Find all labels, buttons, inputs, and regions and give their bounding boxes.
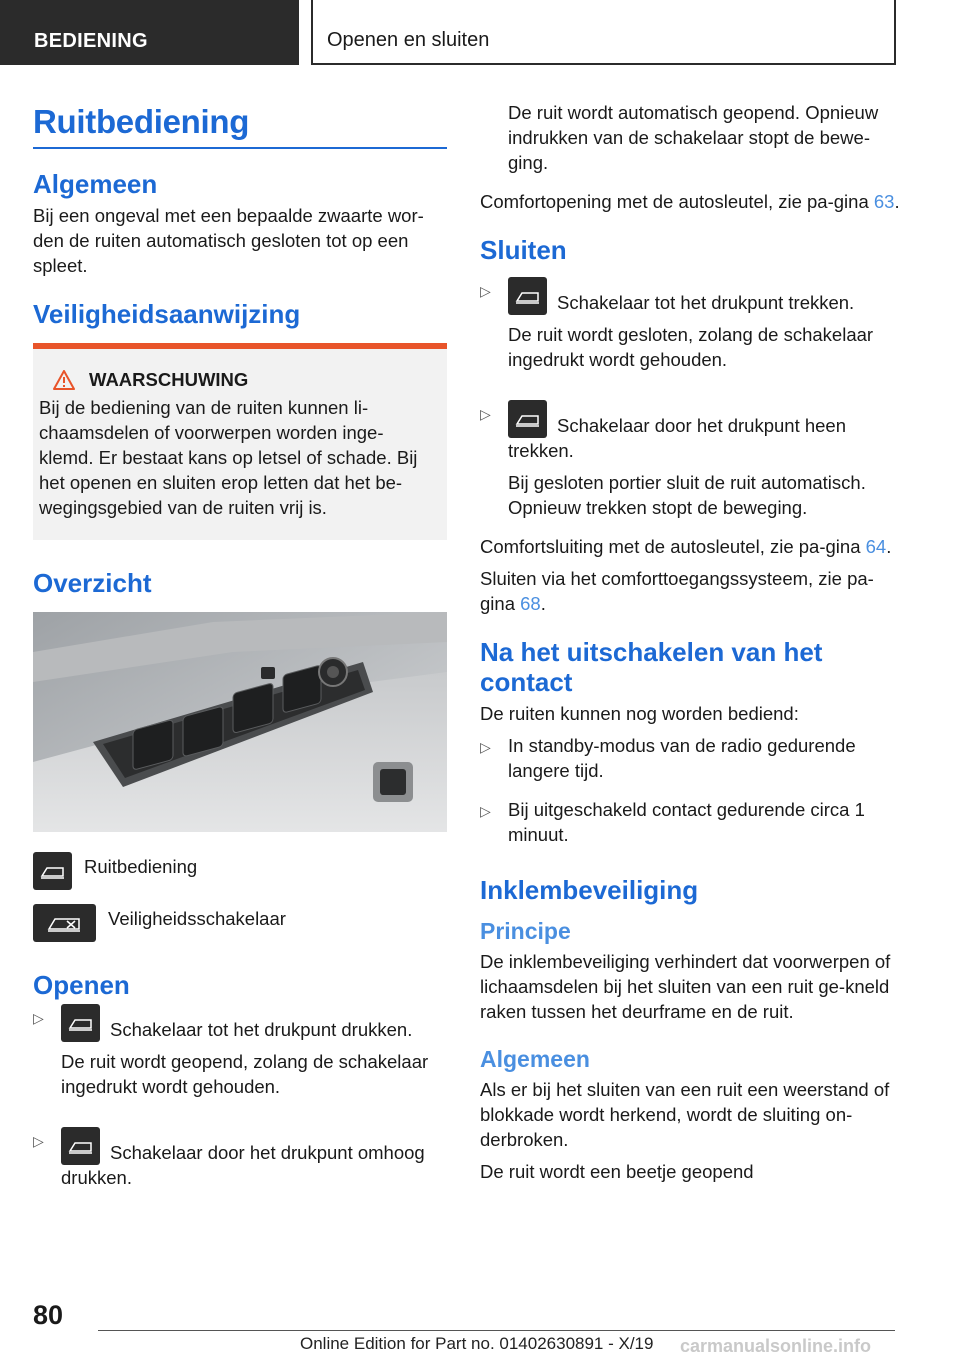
heading-algemeen-2: Algemeen	[480, 1046, 590, 1072]
door-panel-switches-photo	[33, 612, 447, 832]
warning-text: Bij de bediening van de ruiten kunnen li-chaamsdelen of voorwerpen worden inge-klemd. Er bestaat kans op letsel of schade. Bij het openen en sluiten erop letten dat het be-wegingsgebied van de ruiten vrij is.	[39, 397, 418, 518]
page-number: 80	[33, 1300, 64, 1330]
legend-item-window-control	[33, 852, 447, 890]
window-switch-icon	[508, 277, 547, 315]
comfort-access-text: Sluiten via het comforttoegangssysteem, zie pa-gina	[480, 568, 874, 614]
close-step-1: Schakelaar tot het drukpunt trekken.	[557, 292, 855, 313]
left-column	[33, 100, 447, 1204]
close-step-2-detail: Bij gesloten portier sluit de ruit automatisch. Opnieuw trekken stopt de beweging.	[508, 472, 866, 518]
comfort-close-text: Comfortsluiting met de autosleutel, zie pa-gina	[480, 536, 861, 557]
warning-triangle-icon	[53, 370, 75, 390]
list-item	[33, 1127, 447, 1197]
heading-open: Openen	[33, 970, 130, 1000]
window-switch-icon	[508, 400, 547, 438]
algemeen-text: Bij een ongeval met een bepaalde zwaarte wor-den de ruiten automatisch gesloten tot op een spleet.	[33, 205, 424, 276]
bullet-triangle-icon: ▷	[33, 1133, 44, 1149]
list-item	[33, 1004, 447, 1106]
close-step-2: Schakelaar door het drukpunt heen trekken.	[508, 415, 847, 461]
open-step-2-detail: De ruit wordt automatisch geopend. Opnieuw indrukken van de schakelaar stopt de bewe-ging.	[508, 102, 879, 173]
chapter-title: Openen en sluiten	[327, 29, 490, 51]
heading-close: Sluiten	[480, 235, 567, 265]
heading-pinch-protection: Inklembeveiliging	[480, 875, 699, 905]
legend-item-safety-switch	[33, 904, 447, 942]
chapter-tab	[311, 0, 896, 65]
open-step-2: Schakelaar door het drukpunt omhoog drukken.	[61, 1142, 425, 1188]
heading-algemeen: Algemeen	[33, 169, 158, 199]
open-step-1: Schakelaar tot het drukpunt drukken.	[110, 1019, 413, 1040]
page-link-68[interactable]: 68	[520, 593, 541, 614]
section-title: BEDIENING	[34, 30, 148, 52]
comfort-open-text: Comfortopening met de autosleutel, zie pa-gina	[480, 191, 869, 212]
heading-overview: Overzicht	[33, 568, 152, 598]
list-item	[480, 277, 900, 379]
after-ignition-item-2: Bij uitgeschakeld contact gedurende circa 1 minuut.	[508, 799, 865, 845]
algemeen-2-text-2: De ruit wordt een beetje geopend	[480, 1161, 754, 1182]
footer-edition: Online Edition for Part no. 01402630891 - X/19	[300, 1334, 654, 1353]
list-item	[480, 797, 900, 854]
after-ignition-text: De ruiten kunnen nog worden bediend:	[480, 703, 799, 724]
open-step-1-detail: De ruit wordt geopend, zolang de schakelaar ingedrukt wordt gehouden.	[61, 1051, 429, 1097]
footer-divider	[98, 1330, 895, 1331]
bullet-triangle-icon: ▷	[480, 283, 491, 299]
list-item	[480, 400, 900, 527]
window-switch-icon	[33, 852, 72, 890]
legend-label-window-control: Ruitbediening	[84, 856, 198, 877]
window-switch-icon	[61, 1127, 100, 1165]
page-title: Ruitbediening	[33, 100, 447, 149]
window-switch-icon	[61, 1004, 100, 1042]
warning-box	[33, 343, 447, 540]
watermark: carmanualsonline.info	[680, 1336, 872, 1356]
bullet-triangle-icon: ▷	[480, 406, 491, 422]
after-ignition-item-1: In standby-modus van de radio gedurende langere tijd.	[508, 735, 856, 781]
principe-text: De inklembeveiliging verhindert dat voorwerpen of lichaamsdelen bij het sluiten van een ruit ge-kneld raken tussen het deurframe en de ruit.	[480, 951, 891, 1022]
close-step-1-detail: De ruit wordt gesloten, zolang de schakelaar ingedrukt wordt gehouden.	[508, 324, 874, 370]
bullet-triangle-icon: ▷	[480, 803, 491, 819]
warning-title: WAARSCHUWING	[89, 369, 249, 390]
right-column: De ruit wordt automatisch geopend. Opnieuw indrukken van de schakelaar stopt de bewe-ging. Comfortopening met de autosleutel, zie pa-gina 63. Sluiten ▷ Schakelaar tot het drukpunt trekken. De ruit wordt gesloten, zolang de schakelaar ingedrukt wordt gehouden. ▷ Schakelaar door het drukpunt heen trekken. Bij gesloten portier sluit de ruit automatisch. Opnieuw trekken stopt de beweging. Comfortsluiting met de autosleutel, zie pa-gina 64. Sluiten via het comforttoegangssysteem, zie pa-gina 68. Na het uitschakelen van het contact De ruiten kunnen nog worden bediend: ▷ In standby-modus van de radio gedurende langere tijd. ▷ Bij uitgeschakeld contact gedurende circa 1 minuut. Inklembeveiliging Principe De inklembeveiliging verhindert dat voorwerpen of lichaamsdelen bij het sluiten van een ruit ge-kneld raken tussen het deurframe en de ruit. Algemeen Als er bij het sluiten van een ruit een weerstand of blokkade wordt herkend, wordt de sluiting on-derbroken. De ruit wordt een beetje geopend	[480, 102, 900, 1182]
section-tab	[0, 0, 299, 65]
algemeen-2-text: Als er bij het sluiten van een ruit een weerstand of blokkade wordt herkend, wordt de sluiting on-derbroken.	[480, 1079, 890, 1150]
page-link-63[interactable]: 63	[873, 191, 895, 212]
list-item	[480, 733, 900, 790]
legend-label-safety-switch: Veiligheidsschakelaar	[108, 908, 286, 929]
bullet-triangle-icon: ▷	[480, 739, 491, 755]
bullet-triangle-icon: ▷	[33, 1010, 44, 1026]
heading-safety: Veiligheidsaanwijzing	[33, 299, 301, 329]
heading-principe: Principe	[480, 918, 571, 944]
page-link-64[interactable]: 64	[865, 536, 887, 557]
list-item	[480, 100, 900, 182]
safety-switch-icon	[33, 904, 96, 942]
heading-after-ignition: Na het uitschakelen van het contact	[480, 637, 823, 697]
